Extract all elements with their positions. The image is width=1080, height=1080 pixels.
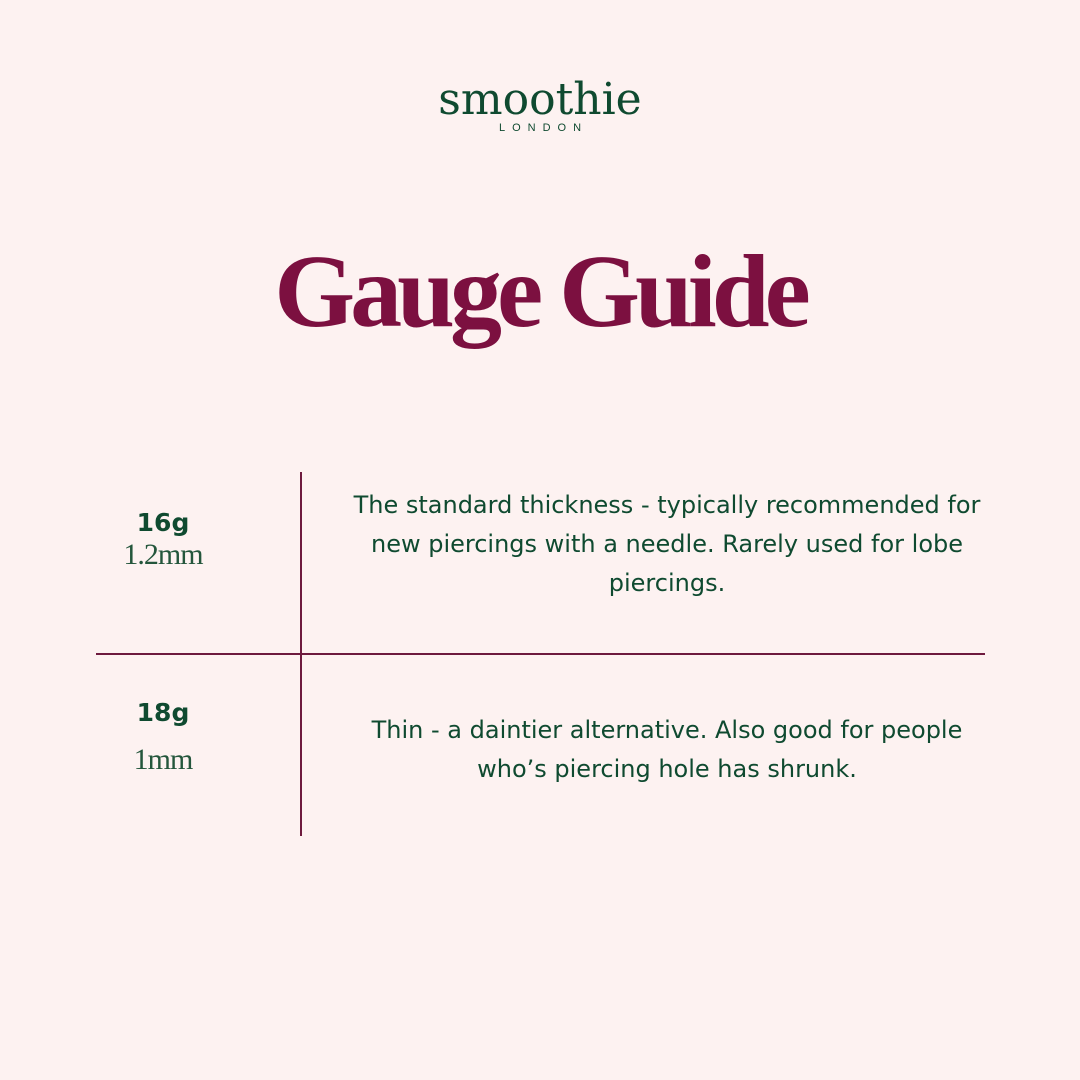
table-horizontal-divider [96,653,985,655]
brand-location: LONDON [498,122,589,134]
gauge-mm-16g: 1.2mm [123,538,203,571]
page-title: Gauge Guide [274,234,806,349]
gauge-value-16g: 16g [136,508,190,537]
gauge-description-18g: Thin - a daintier alternative. Also good for people who’s piercing hole has shrunk. [371,716,963,783]
gauge-value-18g: 18g [136,698,190,727]
brand-logo [0,74,1080,134]
gauge-mm-18g: 1mm [133,743,193,776]
gauge-description-16g: The standard thickness - typically recommended for new piercings with a needle. Rarely used for lobe piercings. [353,491,981,597]
brand-name: smoothie [438,74,642,125]
